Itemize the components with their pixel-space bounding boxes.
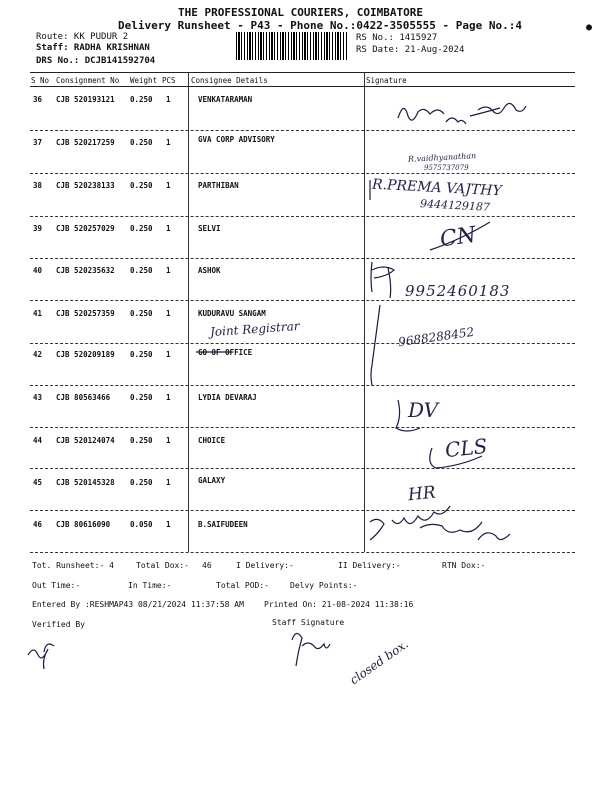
verified-by: Verified By	[32, 620, 85, 629]
row-pcs: 1	[166, 520, 171, 529]
col-header-signature: Signature	[366, 76, 407, 85]
handwriting-41: Joint Registrar	[209, 318, 300, 340]
handwriting-41-phone: 9688288452	[397, 324, 475, 350]
row-consignee: SELVI	[198, 224, 221, 233]
row-weight: 0.250	[130, 181, 153, 190]
corner-mark: ●	[586, 22, 593, 33]
total-dox-label: Total Dox:-	[136, 561, 189, 570]
total-pod: Total POD:-	[216, 581, 269, 590]
row-sno: 40	[33, 266, 43, 275]
row-sno: 45	[33, 478, 43, 487]
row-consignee: KUDURAVU SANGAM	[198, 309, 266, 318]
row-consignment: CJB 520257029	[56, 224, 115, 233]
row-weight: 0.250	[130, 95, 153, 104]
tot-runsheet: Tot. Runsheet:- 4	[32, 561, 114, 570]
total-dox-value: 46	[202, 561, 212, 570]
row-pcs: 1	[166, 309, 171, 318]
row-sno: 37	[33, 138, 43, 147]
row-pcs: 1	[166, 393, 171, 402]
row-consignee: GVA CORP ADVISORY	[198, 135, 275, 144]
staff-signature: Staff Signature	[272, 618, 345, 627]
staff-label: Staff: RADHA KRISHNAN	[36, 43, 150, 53]
ii-delivery: II Delivery:-	[338, 561, 401, 570]
row-weight: 0.250	[130, 350, 153, 359]
row-sno: 46	[33, 520, 43, 529]
row-consignment: CJB 520217259	[56, 138, 115, 147]
row-weight: 0.250	[130, 138, 153, 147]
row-weight: 0.250	[130, 478, 153, 487]
col-header-weight: Weight	[130, 76, 158, 85]
handwriting-43: DV	[408, 398, 439, 422]
row-consignment: CJB 520238133	[56, 181, 115, 190]
handwriting-38-phone: 9444129187	[419, 197, 491, 214]
handwriting-44: CLS	[443, 433, 489, 463]
row-weight: 0.250	[130, 393, 153, 402]
row-consignment: CJB 520145328	[56, 478, 115, 487]
delvy-points: Delvy Points:-	[290, 581, 358, 590]
runsheet-title: Delivery Runsheet - P43 - Phone No.:0422-3505555 - Page No.:4	[118, 19, 522, 32]
row-sno: 43	[33, 393, 43, 402]
row-pcs: 1	[166, 436, 171, 445]
out-time: Out Time:-	[32, 581, 81, 590]
handwriting-38: R.PREMA VAJTHY	[371, 176, 503, 200]
in-time: In Time:-	[128, 581, 172, 590]
drs-number: DRS No.: DCJB141592704	[36, 56, 156, 66]
entered-by: Entered By :RESHMAP43 08/21/2024 11:37:58 AM	[32, 600, 244, 609]
row-pcs: 1	[166, 478, 171, 487]
row-consignment: CJB 520193121	[56, 95, 115, 104]
row-consignment: CJB 80563466	[56, 393, 111, 402]
row-consignment: CJB 520209189	[56, 350, 115, 359]
row-sno: 44	[33, 436, 43, 445]
row-sno: 36	[33, 95, 43, 104]
row-pcs: 1	[166, 181, 171, 190]
row-consignee: LYDIA DEVARAJ	[198, 393, 257, 402]
row-consignee: GALAXY	[198, 476, 226, 485]
handwriting-39: CN	[438, 222, 478, 253]
row-consignee: ASHOK	[198, 266, 221, 275]
row-weight: 0.250	[130, 436, 153, 445]
row-sno: 39	[33, 224, 43, 233]
row-consignee: CHOICE	[198, 436, 226, 445]
row-pcs: 1	[166, 224, 171, 233]
handwriting-37: R.vaidhyanathan	[407, 151, 477, 164]
company-title: THE PROFESSIONAL COURIERS, COIMBATORE	[178, 6, 424, 19]
row-pcs: 1	[166, 95, 171, 104]
handwriting-45: HR	[407, 482, 437, 506]
row-pcs: 1	[166, 350, 171, 359]
printed-on: Printed On: 21-08-2024 11:38:16	[264, 600, 414, 609]
handwriting-37-phone: 9575737079	[424, 164, 469, 172]
row-consignment: CJB 80616090	[56, 520, 111, 529]
row-consignment: CJB 520257359	[56, 309, 115, 318]
row-sno: 42	[33, 350, 43, 359]
rs-number: RS No.: 1415927	[356, 33, 438, 43]
rs-date: RS Date: 21-Aug-2024	[356, 45, 465, 55]
col-header-consignment: Consignment No	[56, 76, 120, 85]
handwriting-bottom: closed box.	[347, 636, 411, 688]
row-consignment: CJB 520235632	[56, 266, 115, 275]
col-header-consignee: Consignee Details	[191, 76, 268, 85]
row-sno: 38	[33, 181, 43, 190]
row-pcs: 1	[166, 138, 171, 147]
i-delivery: I Delivery:-	[236, 561, 294, 570]
row-weight: 0.250	[130, 266, 153, 275]
row-consignee: PARTHIBAN	[198, 181, 239, 190]
row-consignment: CJB 520124074	[56, 436, 115, 445]
row-consignee: B.SAIFUDEEN	[198, 520, 248, 529]
row-consignee: VENKATARAMAN	[198, 95, 253, 104]
row-sno: 41	[33, 309, 43, 318]
row-weight: 0.250	[130, 224, 153, 233]
route-label: Route: KK PUDUR 2	[36, 32, 129, 42]
handwriting-40-phone: 9952460183	[405, 282, 511, 300]
col-header-pcs: PCS	[162, 76, 176, 85]
col-header-sno: S No	[31, 76, 50, 85]
row-weight: 0.050	[130, 520, 153, 529]
rtn-dox: RTN Dox:-	[442, 561, 486, 570]
row-pcs: 1	[166, 266, 171, 275]
row-consignee: GO OF OFFICE	[198, 348, 253, 357]
row-weight: 0.250	[130, 309, 153, 318]
